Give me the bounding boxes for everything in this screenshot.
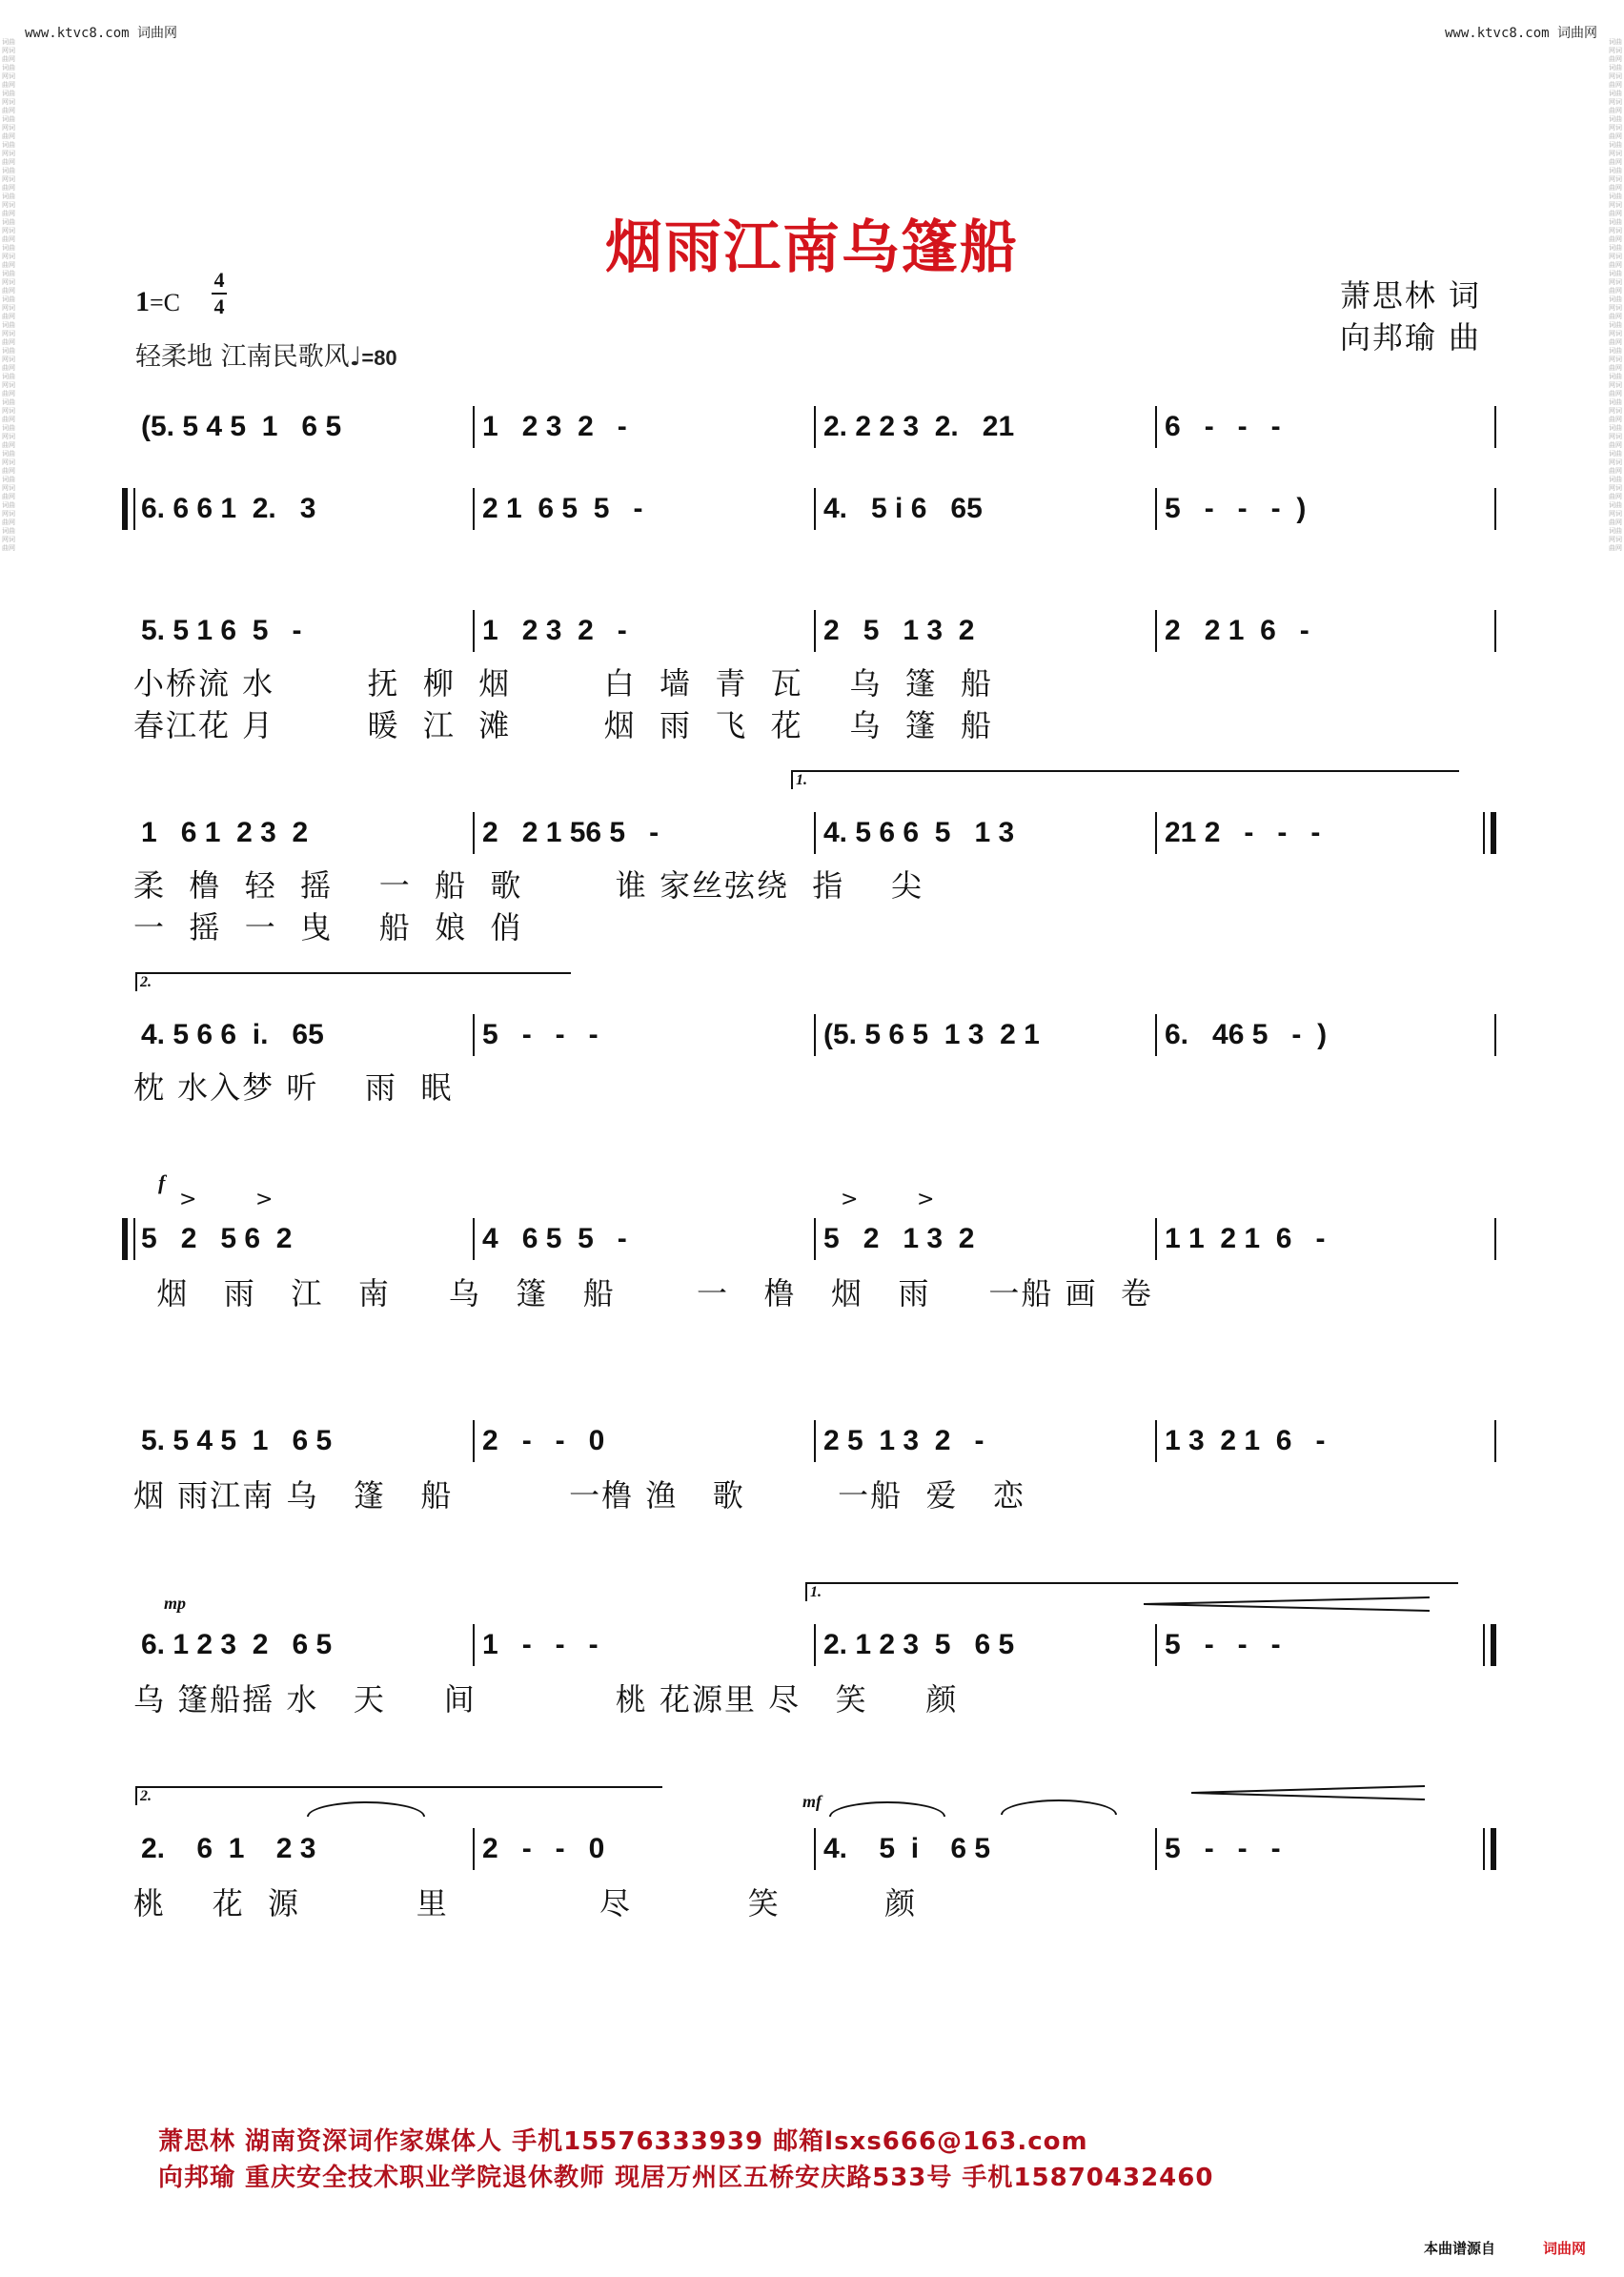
measure: (5. 5 6 5 1 3 2 1 (814, 1014, 1155, 1056)
measure: 5 - - - (1155, 1828, 1496, 1870)
measure: 6. 46 5 - ) (1155, 1014, 1496, 1056)
measure: 2 1 6 5 5 - (473, 488, 814, 530)
measure: 2 2 1 6 - (1155, 610, 1496, 652)
footer-composer-info: 向邦瑜 重庆安全技术职业学院退休教师 现居万州区五桥安庆路533号 手机15870432460 (158, 2164, 1214, 2192)
measure: 2 - - 0 (473, 1828, 814, 1870)
lyricist: 萧思林 词 (1339, 277, 1481, 314)
measure: 4. 5 i 6 5 (814, 1828, 1155, 1870)
accent-mark: > (179, 1188, 197, 1211)
lyrics-verse-1: 枕 水入梦 听 雨 眠 (133, 1069, 454, 1106)
measure: 1 1 2 1 6 - (1155, 1218, 1496, 1260)
measure: 4. 5 6 6 5 1 3 (814, 812, 1155, 854)
measure: 5. 5 4 5 1 6 5 (141, 1425, 333, 1456)
measure: 6. 6 6 1 2. 3 (141, 493, 316, 524)
measure: 2. 1 2 3 5 6 5 (814, 1624, 1155, 1666)
decrescendo-hairpin (1144, 1596, 1430, 1613)
measure: 2 5 1 3 2 - (814, 1420, 1155, 1462)
measure: 2. 6 1 2 3 (141, 1833, 316, 1864)
slur (829, 1801, 945, 1817)
volta-1: 1. (791, 770, 1459, 789)
composer: 向邦瑜 曲 (1339, 319, 1481, 356)
time-signature: 4 4 (212, 269, 227, 318)
side-watermark-right: 词曲网词曲网词曲网词曲网词曲网词曲网词曲网词曲网词曲网词曲网词曲网词曲网词曲网词曲网词曲网词曲网词曲网词曲网词曲网词曲网词曲网词曲网词曲网词曲网词曲网词曲网词曲网词曲网词曲网词曲网词曲网词曲网词曲网词曲网词曲网词曲网词曲网词曲网词曲网词曲网 (1609, 38, 1622, 552)
final-barline (1483, 1828, 1496, 1870)
key-signature: 1=C (135, 286, 181, 317)
measure: 5 - - - (473, 1014, 814, 1056)
tempo-marking: 轻柔地 江南民歌风♩=80 (135, 342, 397, 372)
measure: 5 - - - (1155, 1624, 1496, 1666)
lyrics-chorus: 乌 篷船摇 水 天 间 桃 花源里 尽 笑 颜 (133, 1681, 959, 1718)
dynamic-mp: mp (164, 1594, 187, 1613)
repeat-end (1483, 1624, 1496, 1666)
measure: 2 5 1 3 2 (814, 610, 1155, 652)
accent-mark: > (255, 1188, 274, 1211)
measure: 2. 2 2 3 2. 21 (814, 406, 1155, 448)
decrescendo-hairpin (1191, 1782, 1425, 1803)
measure: 5 2 5 6 2 (141, 1223, 293, 1254)
credits (1340, 274, 1481, 358)
dynamic-forte: f (158, 1170, 166, 1194)
slur (1001, 1799, 1117, 1815)
lyrics-verse-1: 小桥流 水 抚 柳 烟 白 墙 青 瓦 乌 篷 船 (133, 665, 994, 701)
measure: 4. 5 i 6 65 (814, 488, 1155, 530)
measure: 1 2 3 2 - (473, 406, 814, 448)
lyrics-verse-2: 春江花 月 暖 江 滩 烟 雨 飞 花 乌 篷 船 (133, 707, 994, 743)
measure: 6 - - - (1155, 406, 1496, 448)
lyrics-chorus: 烟 雨江南 乌 篷 船 一橹 渔 歌 一船 爱 恋 (133, 1477, 1026, 1514)
side-watermark-left: 词曲网词曲网词曲网词曲网词曲网词曲网词曲网词曲网词曲网词曲网词曲网词曲网词曲网词曲网词曲网词曲网词曲网词曲网词曲网词曲网词曲网词曲网词曲网词曲网词曲网词曲网词曲网词曲网词曲网词曲网词曲网词曲网词曲网词曲网词曲网词曲网词曲网词曲网词曲网词曲网 (2, 38, 15, 552)
measure: 5 - - - ) (1155, 488, 1496, 530)
measure: 1 3 2 1 6 - (1155, 1420, 1496, 1462)
volta-2: 2. (135, 1786, 662, 1805)
site-header-right[interactable]: www.ktvc8.com 词曲网 (1444, 26, 1597, 41)
measure: 5 2 1 3 2 (814, 1218, 1155, 1260)
measure: 6. 1 2 3 2 6 5 (141, 1629, 333, 1660)
source-note: 本曲谱源自 词曲网 (1423, 2240, 1586, 2257)
volta-1: 1. (805, 1582, 1458, 1601)
measure: 1 2 3 2 - (473, 610, 814, 652)
volta-2: 2. (135, 972, 571, 991)
measure: 4. 5 6 6 i. 65 (141, 1019, 324, 1050)
footer-lyricist-info: 萧思林 湖南资深词作家媒体人 手机15576333939 邮箱lsxs666@163.com (158, 2127, 1088, 2156)
lyrics-verse-2: 一 摇 一 曳 船 娘 俏 (133, 909, 523, 945)
measure: 21 2 - - - (1155, 812, 1496, 854)
measure: (5. 5 4 5 1 6 5 (141, 411, 342, 442)
accent-mark: > (917, 1188, 935, 1211)
lyrics-chorus: 烟 雨 江 南 乌 篷 船 一 橹 烟 雨 一船 画 卷 (133, 1275, 1153, 1311)
dynamic-mf: mf (802, 1792, 822, 1811)
measure: 4 6 5 5 - (473, 1218, 814, 1260)
measure: 1 6 1 2 3 2 (141, 817, 309, 848)
measure: 2 - - 0 (473, 1420, 814, 1462)
measure: 5. 5 1 6 5 - (141, 615, 302, 646)
measure: 1 - - - (473, 1624, 814, 1666)
accent-mark: > (841, 1188, 859, 1211)
lyrics-verse-1: 柔 橹 轻 摇 一 船 歌 谁 家丝弦绕 指 尖 (133, 867, 924, 904)
repeat-end (1483, 812, 1496, 854)
song-title: 烟雨江南乌篷船 (605, 214, 1019, 281)
measure: 2 2 1 56 5 - (473, 812, 814, 854)
lyrics-ending: 桃 花 源 里 尽 笑 颜 (133, 1885, 918, 1921)
site-header-left[interactable]: www.ktvc8.com 词曲网 (25, 26, 178, 41)
source-site-link[interactable]: 词曲网 (1542, 2240, 1586, 2257)
